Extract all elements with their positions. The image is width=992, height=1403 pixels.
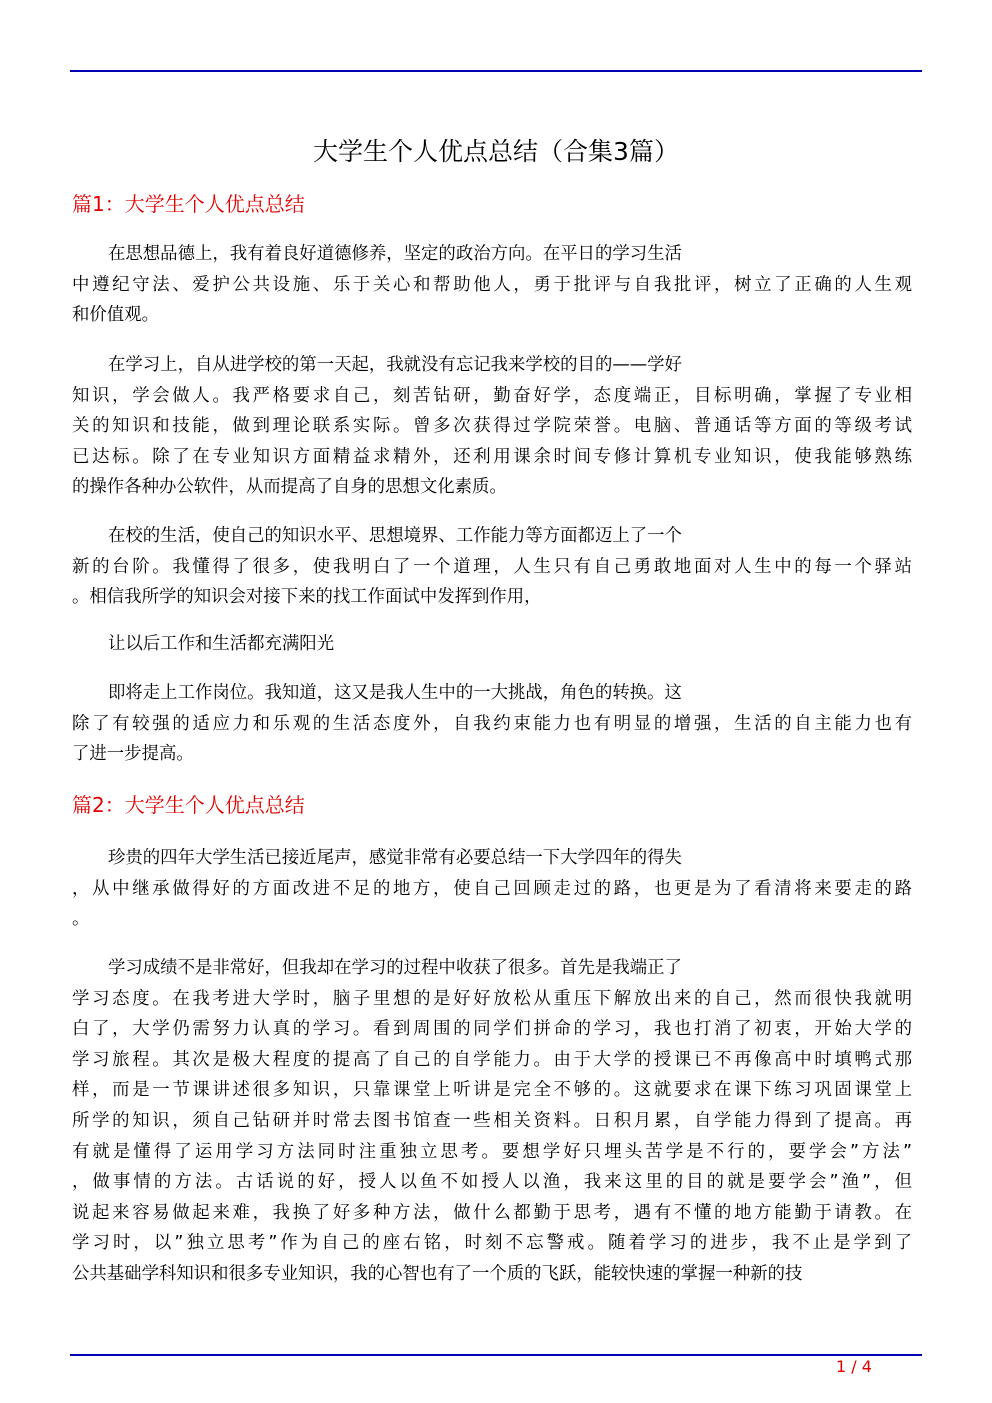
paragraph [72,350,912,503]
text-line: 所学的知识，须自己钻研并时常去图书馆查一些相关资料。日积月累，自学能力得到了提高。再 [72,1110,912,1131]
text-line: 。 [72,909,90,930]
text-line: 新的台阶。我懂得了很多，使我明白了一个道理，人生只有自己勇敢地面对人生中的每一个驿站 [72,556,912,577]
paragraph [72,629,912,660]
paragraph [72,239,912,331]
text-line: 有就是懂得了运用学习方法同时注重独立思考。要想学好只埋头苦学是不行的，要学会”方法” [72,1141,912,1162]
text-line: 中遵纪守法、爱护公共设施、乐于关心和帮助他人，勇于批评与自我批评，树立了正确的人生观 [72,274,912,295]
text-line: 学习成绩不是非常好，但我却在学习的过程中收获了很多。首先是我端正了 [108,958,682,978]
text-line: 让以后工作和生活都充满阳光 [108,634,335,654]
text-line: 公共基础学科知识和很多专业知识，我的心智也有了一个质的飞跃，能较快速的掌握一种新的技 [72,1263,803,1284]
paragraph [72,843,912,935]
text-line: 说起来容易做起来难，我换了好多种方法，做什么都勤于思考，遇有不懂的地方能勤于请教。在 [72,1202,912,1223]
text-line: 已达标。除了在专业知识方面精益求精外，还利用课余时间专修计算机专业知识，使我能够熟练 [72,446,912,467]
section-heading: 篇1：大学生个人优点总结 [72,192,305,216]
text-line: 关的知识和技能，做到理论联系实际。曾多次获得过学院荣誉。电脑、普通话等方面的等级考试 [72,416,912,437]
text-line: ，从中继承做得好的方面改进不足的地方，使自己回顾走过的路，也更是为了看清将来要走的路 [72,878,912,899]
text-line: 白了，大学仍需努力认真的学习。看到周围的同学们拼命的学习，我也打消了初衷，开始大学的 [72,1019,912,1040]
document-title: 大学生个人优点总结（合集3篇） [313,137,679,166]
footer-rule [70,1354,922,1356]
text-line: 在校的生活，使自己的知识水平、思想境界、工作能力等方面都迈上了一个 [108,526,682,546]
text-line: 即将走上工作岗位。我知道，这又是我人生中的一大挑战，角色的转换。这 [108,683,682,703]
text-line: 。相信我所学的知识会对接下来的找工作面试中发挥到作用， [72,587,542,608]
page-number: 1 / 4 [836,1357,872,1376]
text-line: 在思想品德上，我有着良好道德修养，坚定的政治方向。在平日的学习生活 [108,244,682,264]
text-line: 了进一步提高。 [72,744,194,765]
paragraph [72,521,912,613]
text-line: 的操作各种办公软件，从而提高了自身的思想文化素质。 [72,477,507,498]
text-line: 除了有较强的适应力和乐观的生活态度外，自我约束能力也有明显的增强，生活的自主能力也有 [72,713,912,734]
text-line: 知识，学会做人。我严格要求自己，刻苦钻研，勤奋好学，态度端正，目标明确，掌握了专业相 [72,385,912,406]
text-line: 学习时，以”独立思考”作为自己的座右铭，时刻不忘警戒。随着学习的进步，我不止是学到了 [72,1233,912,1254]
paragraph [72,953,912,1290]
paragraph [72,678,912,770]
text-line: ，做事情的方法。古话说的好，授人以鱼不如授人以渔，我来这里的目的就是要学会”渔”，但 [72,1172,912,1193]
text-line: 学习态度。在我考进大学时，脑子里想的是好好放松从重压下解放出来的自己，然而很快我就明 [72,988,912,1009]
text-line: 学习旅程。其次是极大程度的提高了自己的自学能力。由于大学的授课已不再像高中时填鸭式那 [72,1049,912,1070]
text-line: 珍贵的四年大学生活已接近尾声，感觉非常有必要总结一下大学四年的得失 [108,848,682,868]
text-line: 样，而是一节课讲述很多知识，只靠课堂上听讲是完全不够的。这就要求在课下练习巩固课堂上 [72,1080,912,1101]
header-rule [70,70,922,72]
text-line: 在学习上，自从进学校的第一天起，我就没有忘记我来学校的目的——学好 [108,355,682,375]
section-heading: 篇2：大学生个人优点总结 [72,793,305,817]
text-line: 和价值观。 [72,305,159,326]
